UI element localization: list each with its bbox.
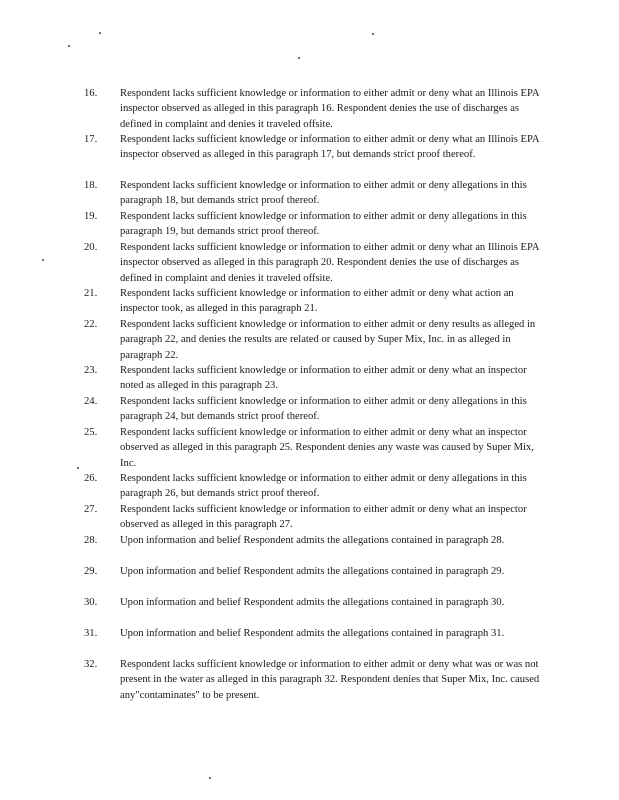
paragraph-number: 32. bbox=[84, 659, 98, 670]
paragraph-text: Upon information and belief Respondent admits the allegations contained in paragraph 30. bbox=[120, 597, 505, 608]
scan-speck bbox=[372, 33, 374, 35]
paragraph-text: Respondent lacks sufficient knowledge or information to either admit or deny what action an inspector took, as alleged in this paragraph 21. bbox=[120, 288, 514, 315]
answer-paragraphs bbox=[84, 86, 540, 703]
paragraph-25 bbox=[84, 425, 540, 471]
paragraph-30 bbox=[84, 595, 540, 626]
paragraph-number: 20. bbox=[84, 242, 98, 253]
paragraph-18 bbox=[84, 178, 540, 209]
scan-speck bbox=[77, 467, 79, 469]
paragraph-27 bbox=[84, 502, 540, 533]
paragraph-text: Respondent lacks sufficient knowledge or information to either admit or deny what an inspector observed as alleged in this paragraph 27. bbox=[120, 504, 527, 531]
paragraph-text: Upon information and belief Respondent admits the allegations contained in paragraph 29. bbox=[120, 566, 505, 577]
paragraph-19 bbox=[84, 209, 540, 240]
paragraph-text: Respondent lacks sufficient knowledge or information to either admit or deny allegations in this paragraph 19, but demands strict proof thereof. bbox=[120, 211, 527, 238]
paragraph-28 bbox=[84, 533, 540, 564]
paragraph-text: Upon information and belief Respondent admits the allegations contained in paragraph 28. bbox=[120, 535, 505, 546]
paragraph-21 bbox=[84, 286, 540, 317]
paragraph-17 bbox=[84, 132, 540, 178]
paragraph-number: 24. bbox=[84, 396, 98, 407]
scan-speck bbox=[209, 777, 211, 779]
paragraph-number: 16. bbox=[84, 88, 98, 99]
paragraph-number: 18. bbox=[84, 180, 98, 191]
paragraph-16 bbox=[84, 86, 540, 132]
paragraph-text: Upon information and belief Respondent admits the allegations contained in paragraph 31. bbox=[120, 628, 505, 639]
paragraph-text: Respondent lacks sufficient knowledge or information to either admit or deny allegations in this paragraph 26, but demands strict proof thereof. bbox=[120, 473, 527, 500]
paragraph-number: 25. bbox=[84, 427, 98, 438]
paragraph-number: 19. bbox=[84, 211, 98, 222]
scan-speck bbox=[42, 259, 44, 261]
paragraph-text: Respondent lacks sufficient knowledge or information to either admit or deny allegations in this paragraph 24, but demands strict proof thereof. bbox=[120, 396, 527, 423]
paragraph-number: 31. bbox=[84, 628, 98, 639]
paragraph-number: 22. bbox=[84, 319, 98, 330]
paragraph-number: 29. bbox=[84, 566, 98, 577]
scan-speck bbox=[99, 32, 101, 34]
paragraph-number: 27. bbox=[84, 504, 98, 515]
paragraph-23 bbox=[84, 363, 540, 394]
paragraph-number: 17. bbox=[84, 134, 98, 145]
paragraph-number: 21. bbox=[84, 288, 98, 299]
paragraph-text: Respondent lacks sufficient knowledge or information to either admit or deny what an Illinois EPA inspector observed as alleged in this paragraph 16. Respondent denies the use of discharges as defined in complaint and denies it traveled offsite. bbox=[120, 88, 539, 130]
scan-speck bbox=[298, 57, 300, 59]
paragraph-text: Respondent lacks sufficient knowledge or information to either admit or deny what an Illinois EPA inspector observed as alleged in this paragraph 20. Respondent denies the use of discharges as defined in complaint and denies it traveled offsite. bbox=[120, 242, 539, 284]
paragraph-24 bbox=[84, 394, 540, 425]
paragraph-number: 23. bbox=[84, 365, 98, 376]
paragraph-number: 30. bbox=[84, 597, 98, 608]
paragraph-text: Respondent lacks sufficient knowledge or information to either admit or deny allegations in this paragraph 18, but demands strict proof thereof. bbox=[120, 180, 527, 207]
paragraph-31 bbox=[84, 626, 540, 657]
paragraph-number: 26. bbox=[84, 473, 98, 484]
paragraph-text: Respondent lacks sufficient knowledge or information to either admit or deny what an Illinois EPA inspector observed as alleged in this paragraph 17, but demands strict proof thereof. bbox=[120, 134, 539, 161]
paragraph-text: Respondent lacks sufficient knowledge or information to either admit or deny what was or was not present in the water as alleged in this paragraph 32. Respondent denies that Super Mix, Inc. caused any"contaminates" to be present. bbox=[120, 659, 540, 701]
paragraph-22 bbox=[84, 317, 540, 363]
paragraph-26 bbox=[84, 471, 540, 502]
paragraph-text: Respondent lacks sufficient knowledge or information to either admit or deny what an inspector observed as alleged in this paragraph 25. Respondent denies any waste was caused by Super Mix, Inc. bbox=[120, 427, 534, 469]
paragraph-text: Respondent lacks sufficient knowledge or information to either admit or deny what an inspector noted as alleged in this paragraph 23. bbox=[120, 365, 527, 392]
scan-speck bbox=[68, 45, 70, 47]
paragraph-32 bbox=[84, 657, 540, 703]
paragraph-number: 28. bbox=[84, 535, 98, 546]
paragraph-20 bbox=[84, 240, 540, 286]
paragraph-text: Respondent lacks sufficient knowledge or information to either admit or deny results as alleged in paragraph 22, and denies the results are related or caused by Super Mix, Inc. in as alleged in paragraph 22. bbox=[120, 319, 536, 361]
paragraph-29 bbox=[84, 564, 540, 595]
